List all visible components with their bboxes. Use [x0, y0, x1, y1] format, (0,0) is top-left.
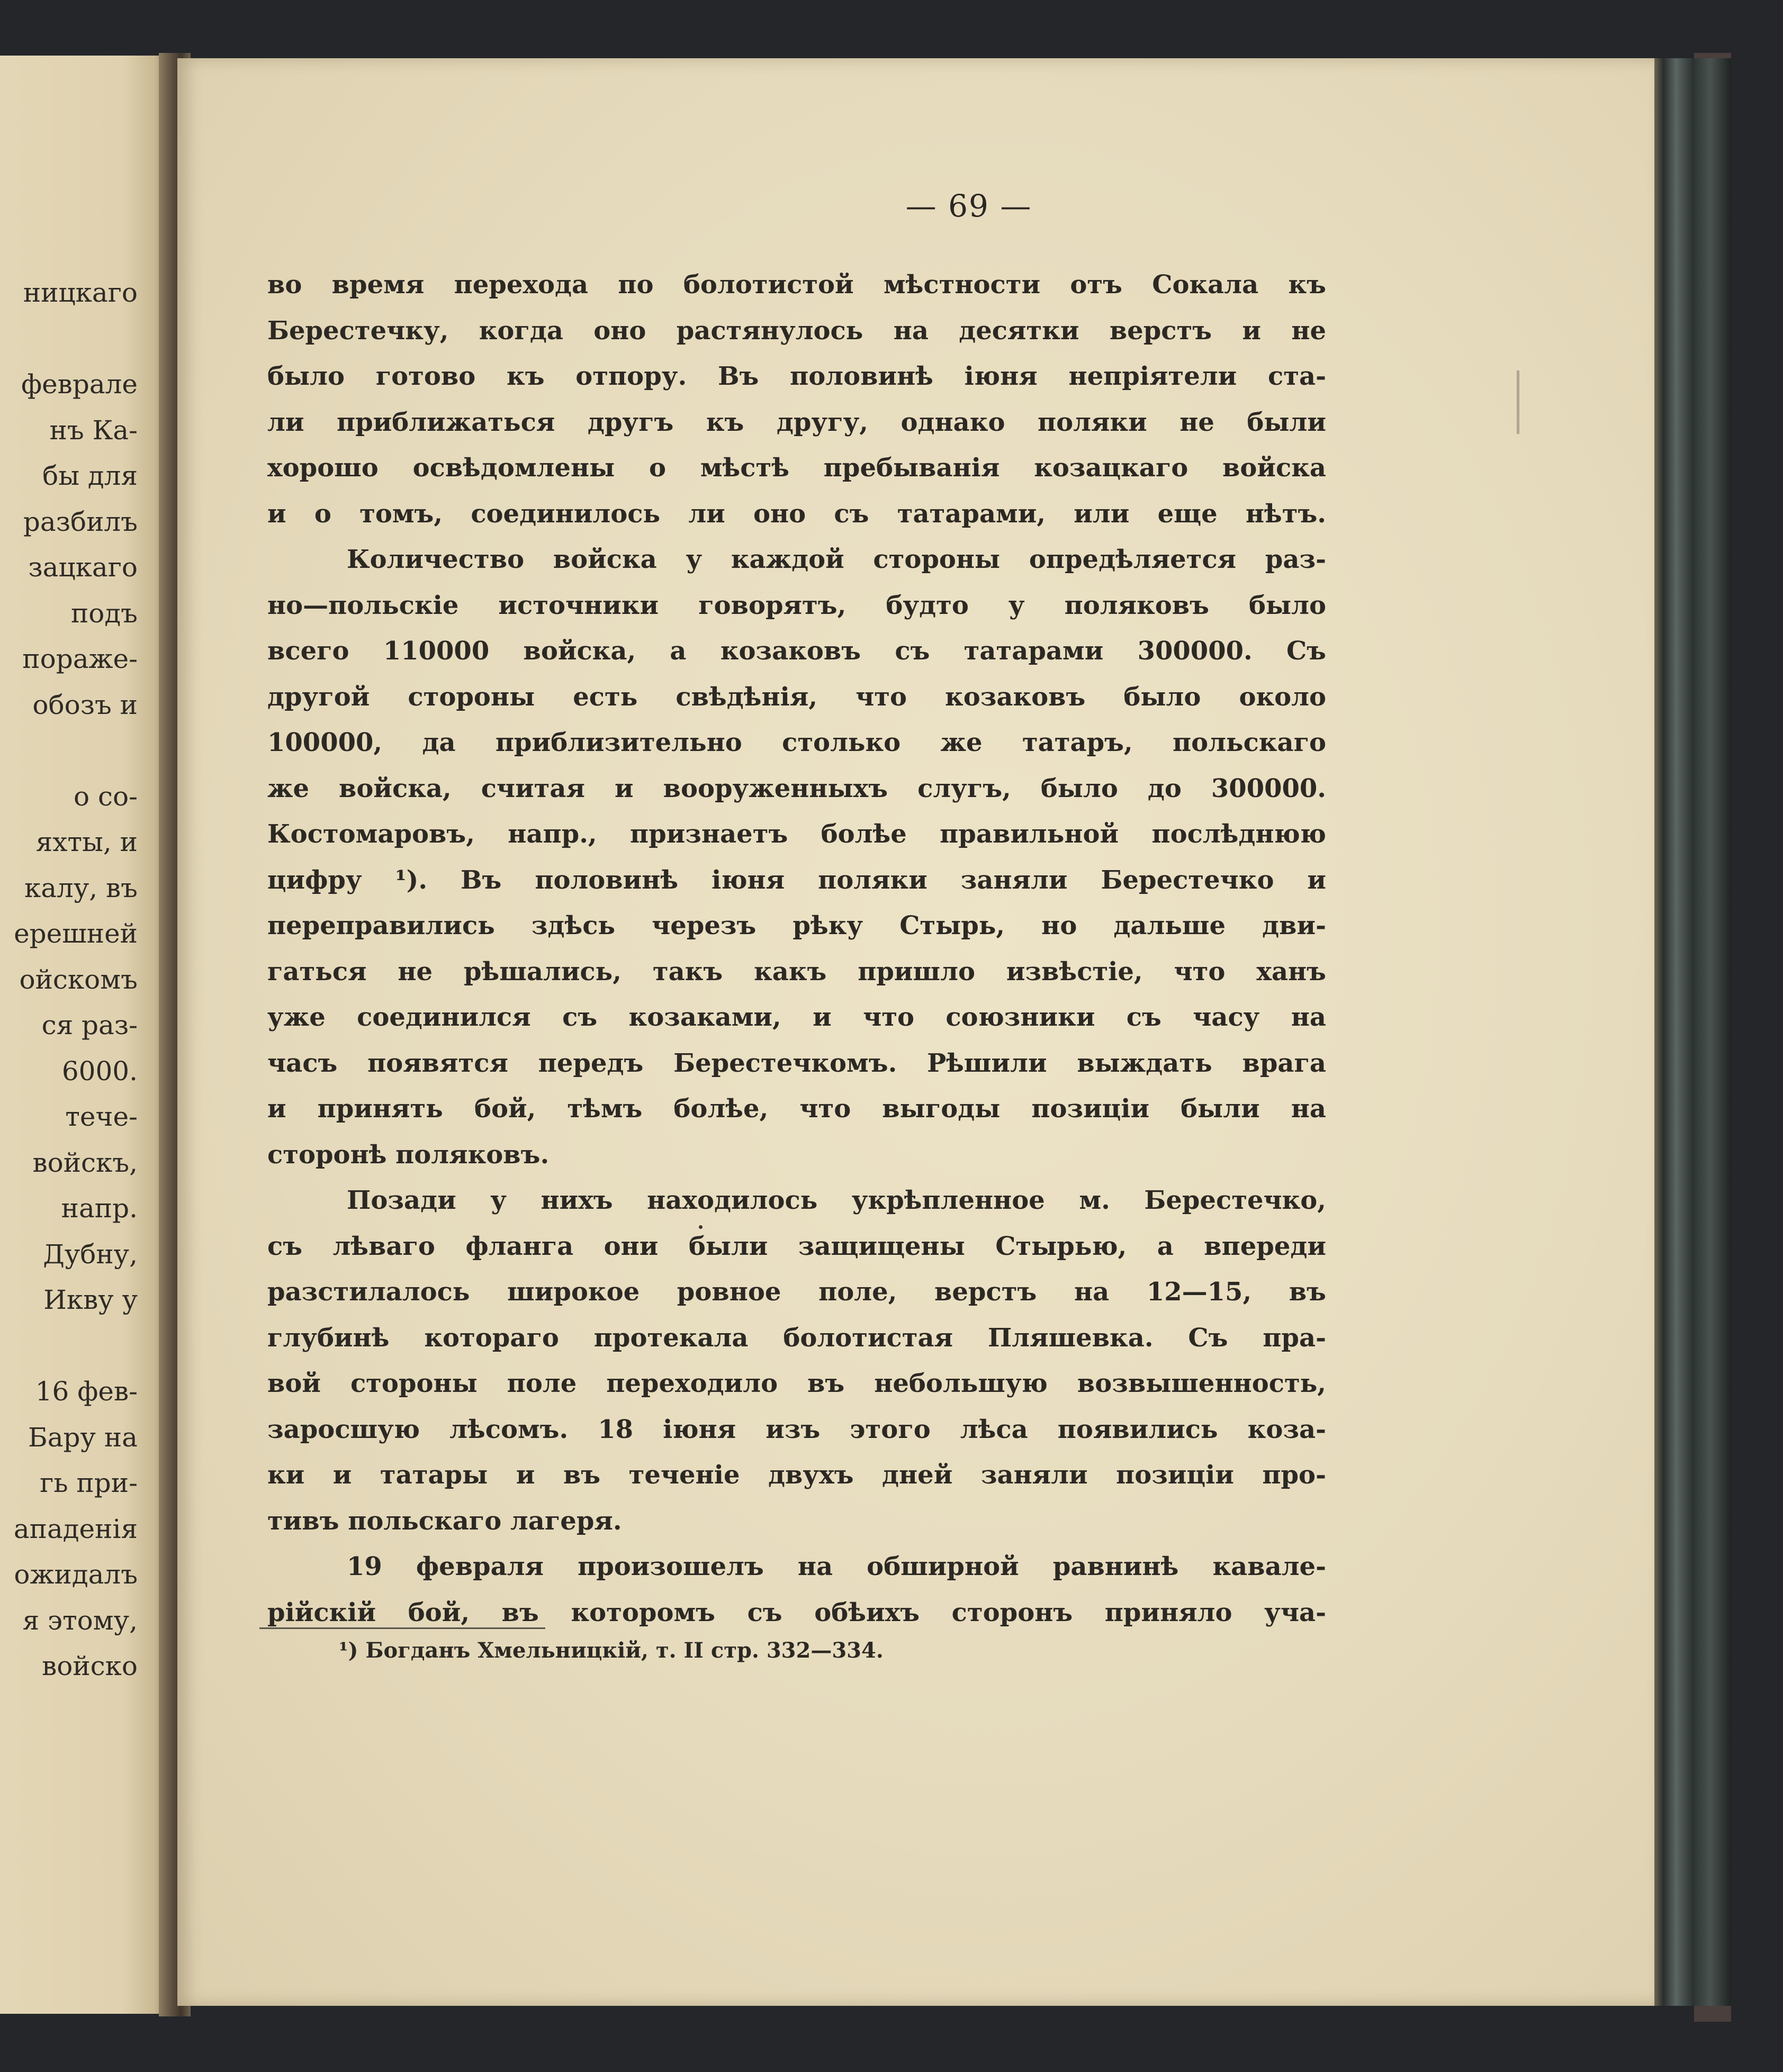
text-line: рійскій бой, въ которомъ съ обѣихъ сторонъ приняло уча- — [267, 1597, 1326, 1627]
left-line — [14, 316, 138, 362]
footnote: ¹) Богданъ Хмельницкій, т. II стр. 332—334. — [339, 1638, 884, 1663]
left-line — [14, 1323, 138, 1369]
text-line: гаться не рѣшались, такъ какъ пришло извѣстіе, что ханъ — [267, 956, 1326, 987]
left-line: войскъ, — [32, 1147, 138, 1178]
left-line: яхты, и — [35, 827, 138, 857]
left-page — [0, 56, 175, 2014]
text-line: 100000, да приблизительно столько же татаръ, польскаго — [267, 728, 1326, 757]
left-line: зацкаго — [28, 552, 138, 583]
text-line: вой стороны поле переходило въ небольшую возвышенность, — [267, 1369, 1326, 1398]
text-line: ки и татары и въ теченіе двухъ дней заняли позиціи про- — [267, 1460, 1326, 1490]
left-line: тече- — [65, 1101, 138, 1132]
text-line: 19 февраля произошелъ на обширной равнинѣ кавале- — [347, 1552, 1326, 1581]
left-line: войско — [42, 1651, 138, 1681]
text-line: но—польскіе источники говорятъ, будто у поляковъ было — [267, 590, 1326, 620]
text-line: съ лѣваго фланга они были защищены Стырью, а впереди — [267, 1231, 1326, 1261]
body-text — [267, 262, 1326, 1635]
text-line: ли приближаться другъ къ другу, однако поляки не были — [267, 407, 1326, 437]
text-line: часъ появятся передъ Берестечкомъ. Рѣшили выждать врага — [267, 1048, 1326, 1078]
left-line: подъ — [70, 598, 138, 629]
footnote-rule — [259, 1627, 545, 1629]
left-line — [14, 728, 138, 774]
page-block-edge — [1646, 58, 1731, 2006]
left-page-text — [14, 270, 138, 1689]
left-line: обозъ и — [32, 689, 138, 720]
left-line: Бару на — [28, 1422, 138, 1453]
left-line: ерешней — [14, 918, 138, 949]
text-line: Позади у нихъ находилось укрѣпленное м. Берестечко, — [347, 1186, 1326, 1215]
text-line: заросшую лѣсомъ. 18 іюня изъ этого лѣса появились коза- — [267, 1414, 1326, 1444]
text-line: всего 110000 войска, а козаковъ съ татарами 300000. Съ — [267, 636, 1326, 666]
left-line: напр. — [61, 1193, 138, 1224]
left-line: Дубну, — [43, 1238, 138, 1270]
page-number: — 69 — — [905, 188, 1032, 224]
left-line: ойскомъ — [19, 964, 138, 995]
left-line: нъ Ка- — [49, 414, 138, 446]
text-line: и о томъ, соединилось ли оно съ татарами, или еще нѣтъ. — [267, 499, 1326, 529]
text-line: разстилалось широкое ровное поле, верстъ на 12—15, въ — [267, 1277, 1326, 1307]
left-line: ницкаго — [23, 277, 138, 308]
left-line: о со- — [74, 781, 138, 812]
text-line: хорошо освѣдомлены о мѣстѣ пребыванія козацкаго войска — [267, 453, 1326, 483]
left-line: 16 фев- — [35, 1376, 138, 1407]
left-line: я этому, — [22, 1605, 138, 1636]
left-line: калу, въ — [24, 872, 138, 903]
left-line: разбилъ — [23, 506, 138, 537]
left-line: бы для — [42, 460, 138, 491]
text-line: Берестечку, когда оно растянулось на десятки верстъ и не — [267, 315, 1326, 346]
text-line: тивъ польскаго лагеря. — [267, 1506, 622, 1536]
text-line: переправились здѣсь черезъ рѣку Стырь, но дальше дви- — [267, 911, 1326, 940]
text-line: и принять бой, тѣмъ болѣе, что выгоды позиціи были на — [267, 1094, 1326, 1124]
text-line: же войска, считая и вооруженныхъ слугъ, было до 300000. — [267, 773, 1326, 803]
left-line: пораже- — [22, 644, 138, 674]
left-line: ожидалъ — [14, 1559, 138, 1590]
book-page — [177, 58, 1654, 2006]
left-line: 6000. — [61, 1055, 138, 1087]
text-line: Количество войска у каждой стороны опредѣляется раз- — [347, 545, 1326, 574]
left-line: ападенія — [13, 1513, 138, 1544]
text-line: глубинѣ котораго протекала болотистая Пляшевка. Съ пра- — [267, 1323, 1326, 1353]
text-line: уже соединился съ козаками, и что союзники съ часу на — [267, 1002, 1326, 1032]
left-line: Икву у — [43, 1284, 138, 1315]
text-line: другой стороны есть свѣдѣнія, что козаковъ было около — [267, 682, 1326, 712]
text-line: было готово къ отпору. Въ половинѣ іюня непріятели ста- — [267, 361, 1326, 391]
left-line: ся раз- — [41, 1010, 138, 1040]
text-line: цифру ¹). Въ половинѣ іюня поляки заняли Берестечко и — [267, 865, 1326, 895]
text-line: сторонѣ поляковъ. — [267, 1139, 550, 1170]
text-line: Костомаровъ, напр., признаетъ болѣе правильной послѣднюю — [267, 819, 1326, 849]
pencil-mark — [1517, 370, 1519, 434]
left-line: феврале — [21, 369, 138, 400]
text-line: во время перехода по болотистой мѣстности отъ Сокала къ — [267, 270, 1326, 300]
left-line: гь при- — [40, 1468, 138, 1498]
